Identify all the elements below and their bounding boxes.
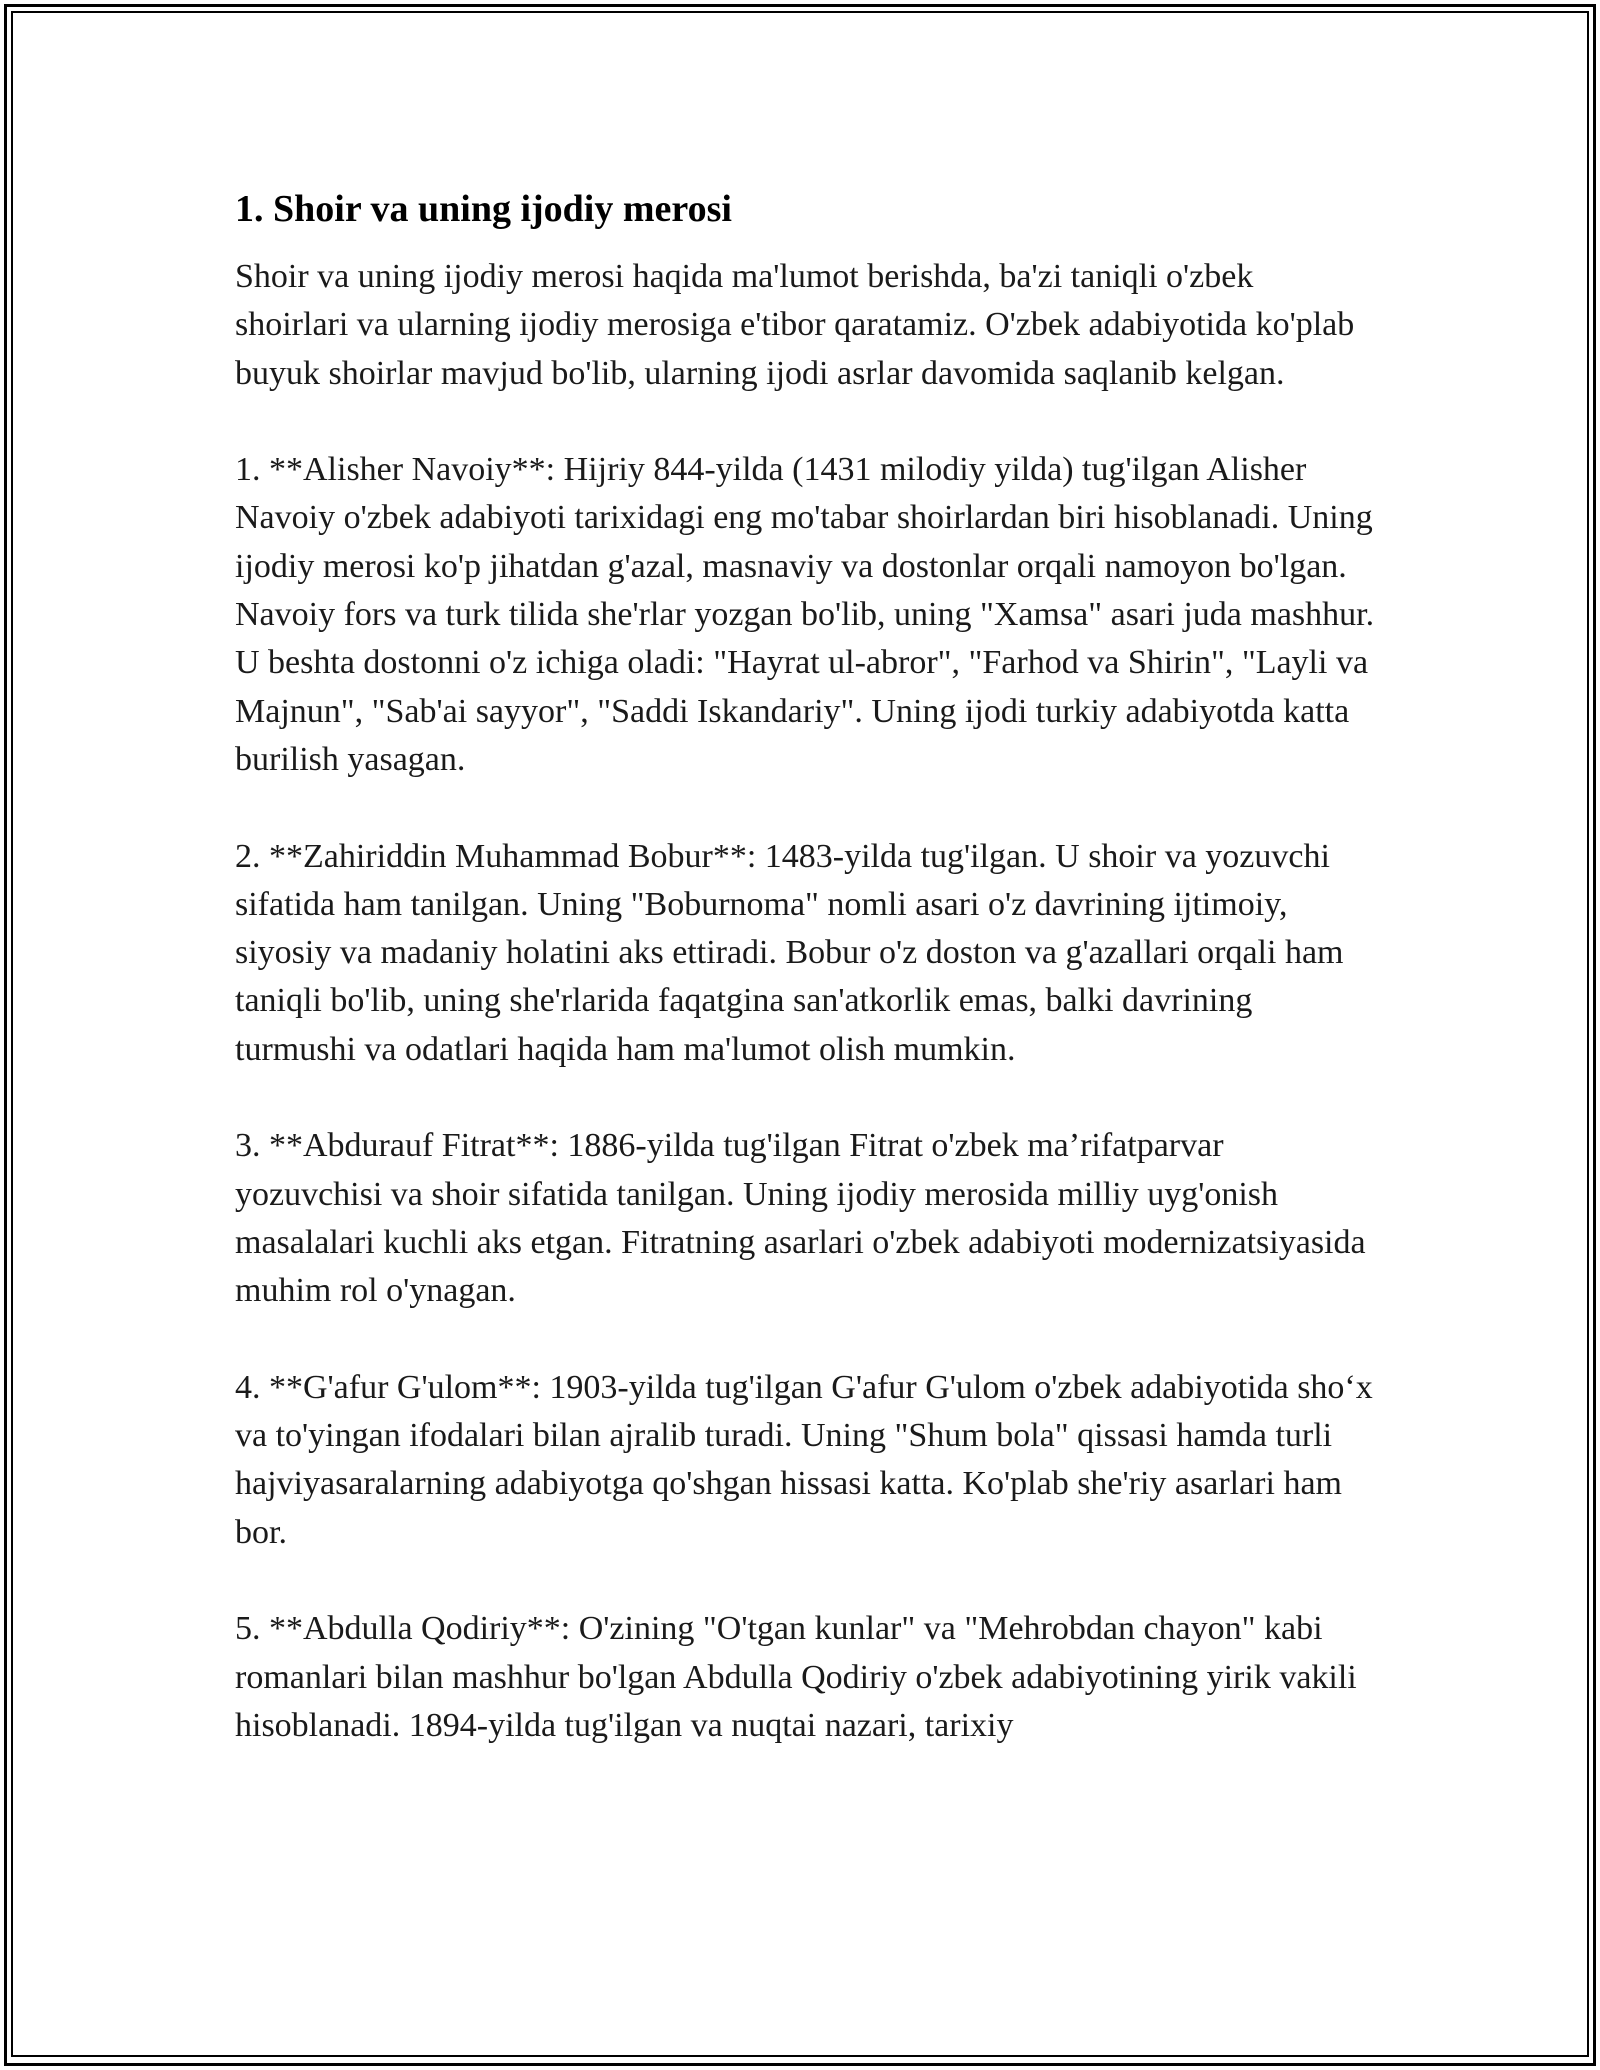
paragraph-abdulla-qodiriy: 5. **Abdulla Qodiriy**: O'zining "O'tgan kunlar" va "Mehrobdan chayon" kabi romanlari bilan mashhur bo'lgan Abdulla Qodiriy o'zbek adabiyotining yirik vakili hisoblanadi. 1894-yilda tug'ilgan va nuqtai nazari, tarixiy xyxy=(235,1610,1357,1744)
paragraph-fitrat: 3. **Abdurauf Fitrat**: 1886-yilda tug'ilgan Fitrat o'zbek ma’rifatparvar yozuvchisi va shoir sifatida tanilgan. Uning ijodiy merosida milliy uyg'onish masalalari kuchli aks etgan. Fitratning asarlari o'zbek adabiyoti modernizatsiyasida muhim rol o'ynagan. xyxy=(235,1127,1366,1310)
paragraph-bobur: 2. **Zahiriddin Muhammad Bobur**: 1483-yilda tug'ilgan. U shoir va yozuvchi sifatida ham tanilgan. Uning "Boburnoma" nomli asari o'z davrining ijtimoiy, siyosiy va madaniy holatini aks ettiradi. Bobur o'z doston va g'azallari orqali ham taniqli bo'lib, uning she'rlarida faqatgina san'atkorlik emas, balki davrining turmushi va odatlari haqida ham ma'lumot olish mumkin. xyxy=(235,837,1344,1068)
paragraph-gafur-gulom: 4. **G'afur G'ulom**: 1903-yilda tug'ilgan G'afur G'ulom o'zbek adabiyotida sho‘x va to'yingan ifodalari bilan ajralib turadi. Uning "Shum bola" qissasi hamda turli hajviyasaralarning adabiyotga qo'shgan hissasi katta. Ko'plab she'riy asarlari ham bor. xyxy=(235,1368,1373,1551)
section-title: 1. Shoir va uning ijodiy merosi xyxy=(235,188,732,230)
paragraph-alisher-navoiy: 1. **Alisher Navoiy**: Hijriy 844-yilda (1431 milodiy yilda) tug'ilgan Alisher Navoiy o'zbek adabiyoti tarixidagi eng mo'tabar shoirlardan biri hisoblanadi. Uning ijodiy merosi ko'p jihatdan g'azal, masnaviy va dostonlar orqali namoyon bo'lgan. Navoiy fors va turk tilida she'rlar yozgan bo'lib, uning "Xamsa" asari juda mashhur. U beshta dostonni o'z ichiga oladi: "Hayrat ul-abror", "Farhod va Shirin", "Layli va Majnun", "Sab'ai sayyor", "Saddi Iskandariy". Uning ijodi turkiy adabiyotda katta burilish yasagan. xyxy=(235,451,1375,778)
document-body xyxy=(235,185,1375,1799)
intro-paragraph: Shoir va uning ijodiy merosi haqida ma'lumot berishda, ba'zi taniqli o'zbek shoirlari va ularning ijodiy merosiga e'tibor qaratamiz. O'zbek adabiyotida ko'plab buyuk shoirlar mavjud bo'lib, ularning ijodi asrlar davomida saqlanib kelgan. xyxy=(235,258,1355,392)
